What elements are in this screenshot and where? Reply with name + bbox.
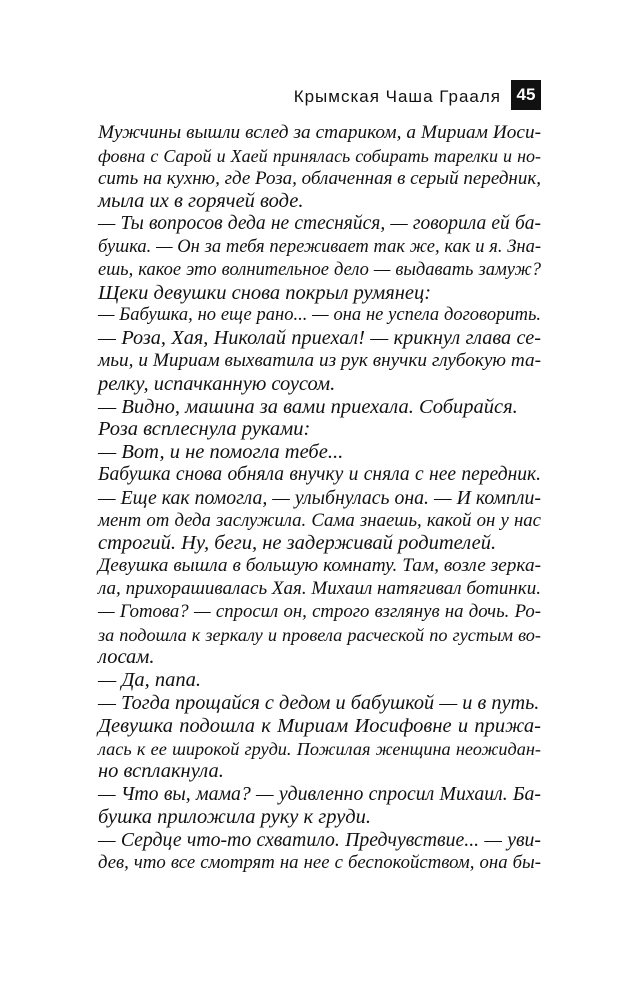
text-line: бушка приложила руку к груди. [98,805,371,828]
book-title: Крымская Чаша Грааля [293,87,501,106]
text-line: лась к ее широкой груди. Пожилая женщина неожидан- [98,738,541,759]
text-line: — Сердце что-то схватило. Предчувствие... — уви- [98,828,541,851]
text-line: сить на кухню, где Роза, облаченная в серый передник, [98,167,541,189]
text-line: ешь, какое это волнительное дело — выдавать замуж? [98,259,541,280]
text-line: дев, что все смотрят на нее с беспокойством, она бы- [98,851,541,873]
text-line: мыла их в горячей воде. [98,190,304,213]
text-line: — Видно, машина за вами приехала. Собирайся. [98,395,518,418]
text-line: — Готова? — спросил он, строго взглянув на дочь. Ро- [98,600,541,622]
text-line: — Вот, и не помогла тебе... [98,441,344,464]
text-line: но всплакнула. [98,760,224,783]
text-line: — Ты вопросов деда не стесняйся, — говорила ей ба- [98,213,541,235]
text-line: Мужчины вышли вслед за стариком, а Мириам Иоси- [98,122,541,143]
text-line: — Что вы, мама? — удивленно спросил Михаил. Ба- [98,783,541,806]
text-line: Девушка вышла в большую комнату. Там, возле зерка- [98,555,541,577]
text-line: Девушка подошла к Мириам Иосифовне и прижа- [98,714,541,737]
text-line: строгий. Ну, беги, не задерживай родителей. [98,532,497,555]
text-line: Щеки девушки снова покрыл румянец: [98,281,432,304]
text-line: Роза всплеснула руками: [98,418,311,441]
text-line: — Роза, Хая, Николай приехал! — крикнул глава се- [98,327,541,350]
text-line: — Еще как помогла, — улыбнулась она. — И компли- [98,486,541,509]
text-line: мент от деда заслужила. Сама знаешь, какой он у нас [98,509,541,531]
running-head [98,80,541,110]
text-line: — Бабушка, но еще рано... — она не успела договорить. [98,305,541,326]
text-line: мьи, и Мириам выхватила из рук внучки глубокую та- [98,349,541,371]
text-line: релку, испачканную соусом. [98,372,336,395]
page-number: 45 [511,80,541,110]
text-line: Бабушка снова обняла внучку и сняла с нее передник. [98,463,541,485]
text-line: за подошла к зеркалу и провела расческой по густым во- [98,624,541,645]
text-line: — Тогда прощайся с дедом и бабушкой — и в путь. [98,691,540,714]
text-line: бушка. — Он за тебя переживает так же, как и я. Зна- [98,236,541,257]
text-line: фовна с Сарой и Хаей принялась собирать тарелки и но- [98,145,541,166]
text-line: лосам. [98,646,155,669]
text-line: — Да, папа. [98,669,202,692]
body-text [98,122,541,874]
text-line: ла, прихорашивалась Хая. Михаил натягивал ботинки. [98,577,541,599]
